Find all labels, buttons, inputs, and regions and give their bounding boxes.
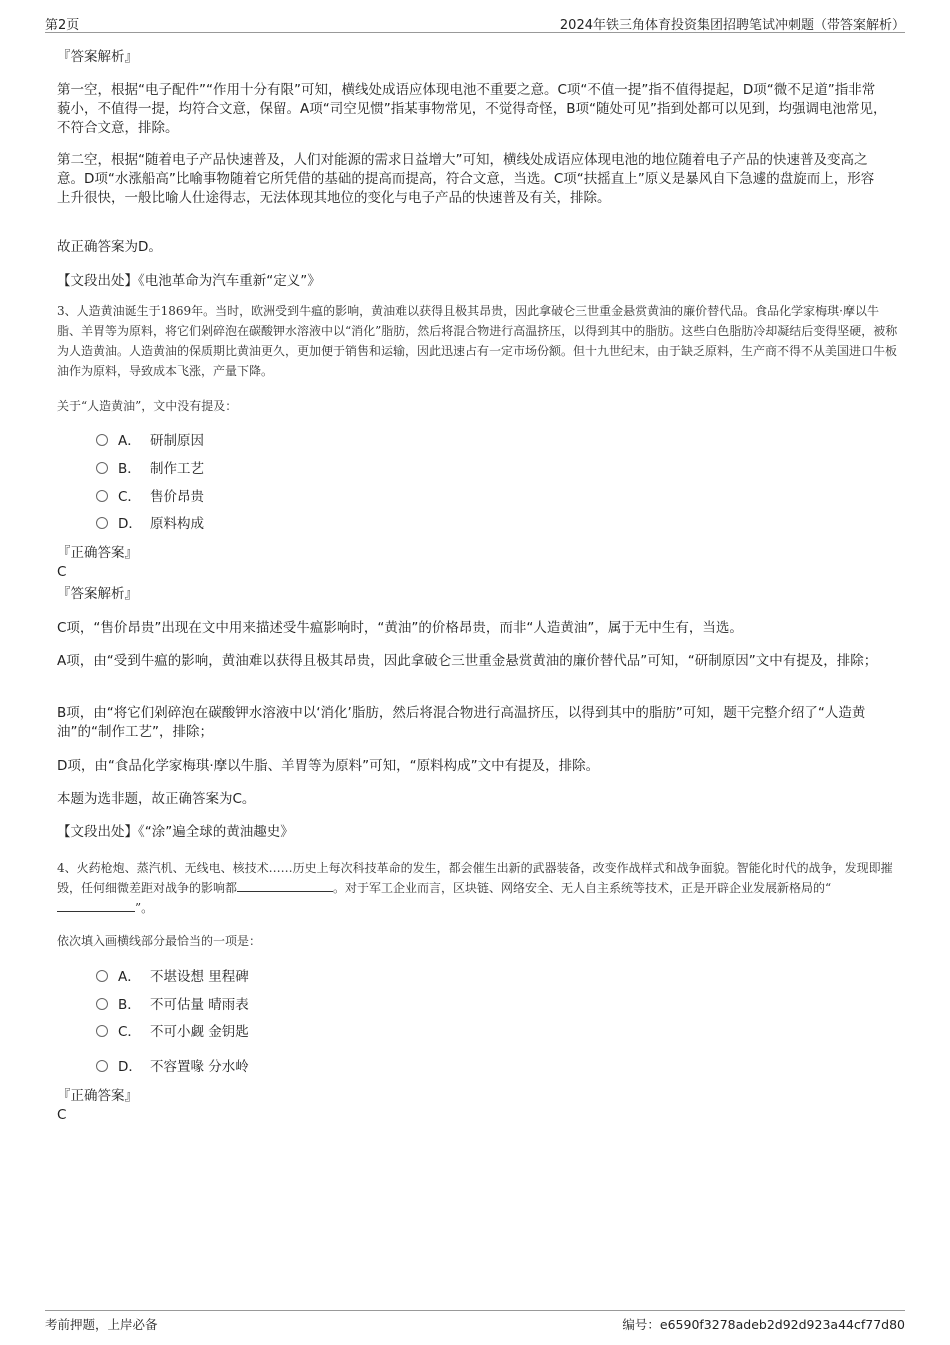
footer-slogan: 考前押题，上岸必备 bbox=[45, 1317, 158, 1332]
q4-option-d[interactable]: D． 不容置喙 分水岭 bbox=[96, 1058, 249, 1076]
radio-icon[interactable] bbox=[96, 1060, 108, 1072]
q4-passage: 4、火药枪炮、蒸汽机、无线电、核技术……历史上每次科技革命的发生，都会催生出新的武器装备，改变作战样式和战争面貌。智能化时代的战争，发现即摧毁，任何细微差距对战争的影响都 。对于军工企业而言，区块链、网络安全、无人自主系统等技术，正是开辟企业发展新格局的“”。 bbox=[57, 861, 893, 915]
answer-blank-1 bbox=[237, 879, 333, 892]
q3-analysis-d: D项，由“食品化学家梅琪·摩以牛脂、羊胃等为原料”可知，“原料构成”文中有提及，排除。 bbox=[57, 758, 600, 774]
q3-option-b[interactable]: B． 制作工艺 bbox=[96, 460, 204, 478]
q2-source: 【文段出处】《电池革命为汽车重新“定义”》 bbox=[57, 273, 321, 289]
radio-icon[interactable] bbox=[96, 517, 108, 529]
q4-answer-label: 『正确答案』 bbox=[57, 1088, 138, 1104]
q3-stem: 关于“人造黄油”，文中没有提及： bbox=[57, 399, 238, 413]
q3-conclusion: 本题为选非题，故正确答案为C。 bbox=[57, 791, 256, 807]
radio-icon[interactable] bbox=[96, 462, 108, 474]
q2-conclusion: 故正确答案为D。 bbox=[57, 239, 162, 255]
footer-code: 编号：e6590f3278adeb2d92d923a44cf77d80 bbox=[622, 1317, 905, 1332]
q3-option-a[interactable]: A． 研制原因 bbox=[96, 432, 204, 450]
q2-analysis-label: 『答案解析』 bbox=[57, 49, 138, 65]
radio-icon[interactable] bbox=[96, 970, 108, 982]
q3-passage: 3、人造黄油诞生于1869年。当时，欧洲受到牛瘟的影响，黄油难以获得且极其昂贵，因此拿破仑三世重金悬赏黄油的廉价替代品。食品化学家梅琪·摩以牛脂、羊胃等为原料，将它们剁碎泡在碳酸钾水溶液中以“消化”脂肪，然后将混合物进行高温挤压，以得到其中的脂肪。这些白色脂肪冷却凝结后变得坚硬，被称为人造黄油。人造黄油的保质期比黄油更久，更加便于销售和运输，因此迅速占有一定市场份额。但十九世纪末，由于缺乏原料，生产商不得不从美国进口牛板油作为原料，导致成本飞涨，产量下降。 bbox=[57, 304, 898, 378]
q3-answer: C bbox=[57, 564, 67, 580]
answer-blank-2 bbox=[57, 899, 135, 912]
q3-analysis-label: 『答案解析』 bbox=[57, 586, 138, 602]
q3-option-c[interactable]: C． 售价昂贵 bbox=[96, 488, 204, 506]
radio-icon[interactable] bbox=[96, 998, 108, 1010]
q3-source: 【文段出处】《“涂”遍全球的黄油趣史》 bbox=[57, 824, 294, 840]
q4-option-c[interactable]: C． 不可小觑 金钥匙 bbox=[96, 1023, 249, 1041]
page-footer bbox=[45, 1310, 905, 1341]
q4-option-b[interactable]: B． 不可估量 晴雨表 bbox=[96, 996, 249, 1014]
radio-icon[interactable] bbox=[96, 490, 108, 502]
radio-icon[interactable] bbox=[96, 1025, 108, 1037]
page-number: 第2页 bbox=[45, 18, 80, 33]
q2-analysis-para1: 第一空，根据“电子配件”“作用十分有限”可知，横线处成语应体现电池不重要之意。C项“不值一提”指不值得提起，D项“微不足道”指非常藐小，不值得一提，均符合文意，保留。A项“司空见惯”指某事物常见，不觉得奇怪，B项“随处可见”指到处都可以见到，均强调电池常见，不符合文意，排除。 bbox=[57, 82, 887, 136]
q3-analysis-a: A项，由“受到牛瘟的影响，黄油难以获得且极其昂贵，因此拿破仑三世重金悬赏黄油的廉价替代品”可知，“研制原因”文中有提及，排除； bbox=[57, 653, 878, 669]
page-header bbox=[45, 10, 905, 33]
q4-answer: C bbox=[57, 1107, 67, 1123]
q4-option-a[interactable]: A． 不堪设想 里程碑 bbox=[96, 968, 249, 986]
q4-stem: 依次填入画横线部分最恰当的一项是： bbox=[57, 934, 262, 948]
document-title: 2024年铁三角体育投资集团招聘笔试冲刺题（带答案解析） bbox=[559, 18, 905, 33]
q3-analysis-b: B项，由“将它们剁碎泡在碳酸钾水溶液中以‘消化’脂肪，然后将混合物进行高温挤压，以得到其中的脂肪”可知，题干完整介绍了“人造黄油”的“制作工艺”，排除； bbox=[57, 705, 866, 740]
q2-analysis-para2: 第二空，根据“随着电子产品快速普及，人们对能源的需求日益增大”可知，横线处成语应体现电池的地位随着电子产品的快速普及变高之意。D项“水涨船高”比喻事物随着它所凭借的基础的提高而提高，符合文意，当选。C项“扶摇直上”原义是暴风自下急遽的盘旋而上，形容上升很快，一般比喻人仕途得志，无法体现其地位的变化与电子产品的快速普及有关，排除。 bbox=[57, 152, 875, 206]
q3-answer-label: 『正确答案』 bbox=[57, 545, 138, 561]
q3-analysis-c: C项，“售价昂贵”出现在文中用来描述受牛瘟影响时，“黄油”的价格昂贵，而非“人造黄油”，属于无中生有，当选。 bbox=[57, 620, 743, 636]
radio-icon[interactable] bbox=[96, 434, 108, 446]
q3-option-d[interactable]: D． 原料构成 bbox=[96, 515, 204, 533]
